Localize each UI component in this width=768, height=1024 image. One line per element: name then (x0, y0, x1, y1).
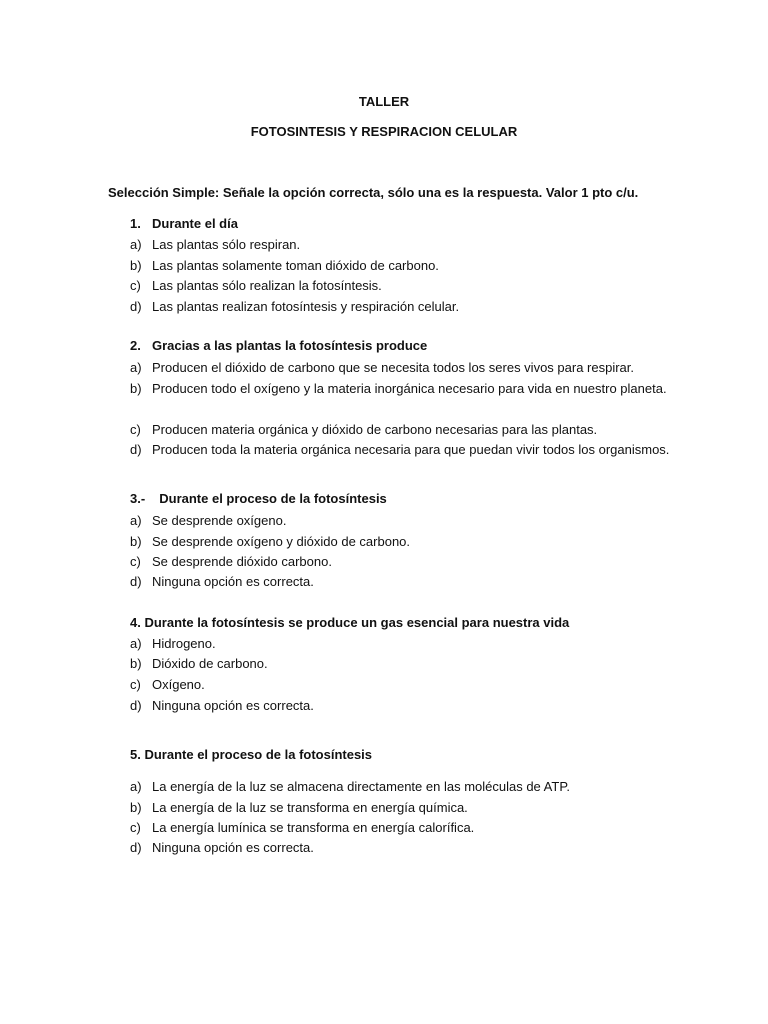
option-letter: c) (130, 820, 141, 835)
option-text: Dióxido de carbono. (152, 656, 268, 671)
option-letter: d) (130, 698, 142, 713)
question-number: 1. (130, 216, 141, 231)
option-letter: c) (130, 677, 141, 692)
question-title (130, 615, 569, 630)
option-letter: b) (130, 656, 142, 671)
option-text: La energía de la luz se transforma en energía química. (152, 800, 468, 815)
option-text: Hidrogeno. (152, 636, 216, 651)
option-text: Las plantas realizan fotosíntesis y respiración celular. (152, 299, 460, 314)
option-letter: a) (130, 360, 142, 375)
option-text: La energía de la luz se almacena directamente en las moléculas de ATP. (152, 779, 570, 794)
option-text: Ninguna opción es correcta. (152, 574, 314, 589)
option-letter: d) (130, 574, 142, 589)
page-title: TALLER (358, 94, 410, 109)
question-text: Durante la fotosíntesis se produce un gas esencial para nuestra vida (144, 615, 570, 630)
page-subtitle: FOTOSINTESIS Y RESPIRACION CELULAR (250, 124, 518, 139)
option-text: Producen toda la materia orgánica necesaria para que puedan vivir todos los organismos. (152, 442, 670, 457)
question-title (130, 747, 372, 762)
option-text: Ninguna opción es correcta. (152, 840, 314, 855)
question-title (130, 338, 427, 353)
option-letter: a) (130, 779, 142, 794)
option-text: Oxígeno. (152, 677, 205, 692)
option-text: Producen todo el oxígeno y la materia inorgánica necesario para vida en nuestro planeta. (152, 381, 667, 396)
option-letter: b) (130, 381, 142, 396)
option-text: La energía lumínica se transforma en energía calorífica. (152, 820, 475, 835)
option-text: Se desprende oxígeno. (152, 513, 287, 528)
option-text: Las plantas sólo respiran. (152, 237, 301, 252)
option-letter: c) (130, 278, 141, 293)
option-text: Se desprende oxígeno y dióxido de carbono. (152, 534, 411, 549)
option-text: Las plantas solamente toman dióxido de carbono. (152, 258, 439, 273)
instructions: Selección Simple: Señale la opción correcta, sólo una es la respuesta. Valor 1 pto c/u. (108, 185, 639, 200)
option-text: Producen el dióxido de carbono que se necesita todos los seres vivos para respirar. (152, 360, 635, 375)
option-letter: a) (130, 636, 142, 651)
option-text: Las plantas sólo realizan la fotosíntesis. (152, 278, 382, 293)
question-number: 2. (130, 338, 141, 353)
option-letter: a) (130, 237, 142, 252)
option-letter: c) (130, 422, 141, 437)
question-number: 5. (130, 747, 141, 762)
option-letter: c) (130, 554, 141, 569)
option-text: Se desprende dióxido carbono. (152, 554, 332, 569)
option-text: Ninguna opción es correcta. (152, 698, 314, 713)
option-letter: a) (130, 513, 142, 528)
question-text: Durante el día (152, 216, 238, 231)
question-title (130, 216, 238, 231)
option-letter: d) (130, 299, 142, 314)
option-text: Producen materia orgánica y dióxido de carbono necesarias para las plantas. (152, 422, 598, 437)
option-letter: b) (130, 258, 142, 273)
option-letter: b) (130, 534, 142, 549)
option-letter: b) (130, 800, 142, 815)
question-number: 4. (130, 615, 141, 630)
option-letter: d) (130, 442, 142, 457)
question-number: 3.- (130, 491, 146, 506)
question-title (130, 491, 387, 506)
question-text: Durante el proceso de la fotosíntesis (159, 491, 387, 506)
question-text: Durante el proceso de la fotosíntesis (144, 747, 373, 762)
option-letter: d) (130, 840, 142, 855)
question-text: Gracias a las plantas la fotosíntesis produce (152, 338, 428, 353)
